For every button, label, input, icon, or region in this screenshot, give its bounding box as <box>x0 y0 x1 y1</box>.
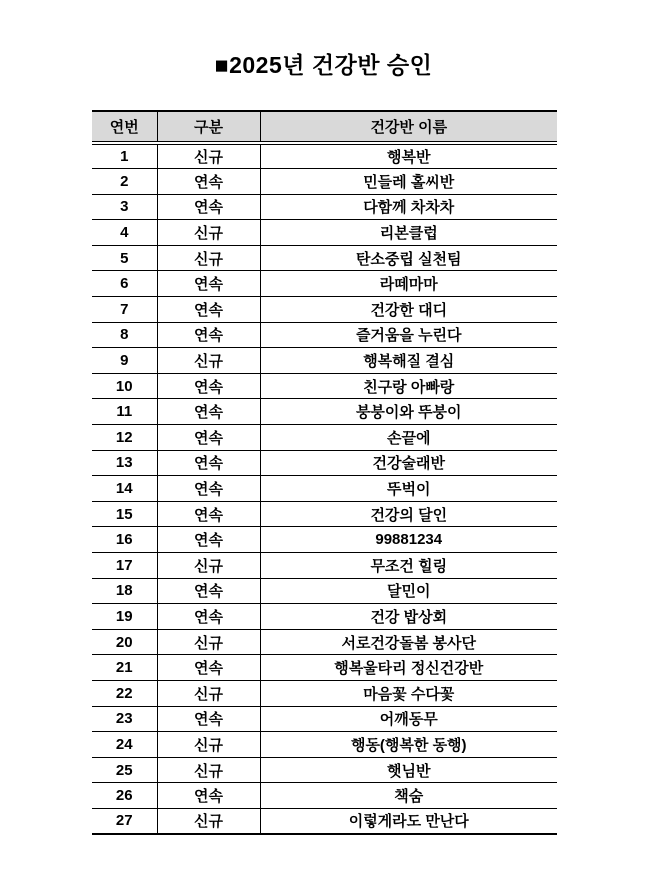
serial-number-cell: 11 <box>92 399 157 425</box>
table-row <box>92 143 557 169</box>
category-cell: 신규 <box>157 220 260 246</box>
class-name-cell: 달민이 <box>260 578 557 604</box>
category-cell: 연속 <box>157 399 260 425</box>
table-row <box>92 732 557 758</box>
category-cell: 신규 <box>157 245 260 271</box>
category-cell: 신규 <box>157 348 260 374</box>
class-name-cell: 민들레 홀씨반 <box>260 169 557 195</box>
table-body <box>92 143 557 834</box>
class-name-cell: 다함께 차차차 <box>260 194 557 220</box>
column-header-category: 구분 <box>157 111 260 143</box>
table-row <box>92 783 557 809</box>
category-cell: 연속 <box>157 783 260 809</box>
serial-number-cell: 23 <box>92 706 157 732</box>
column-header-class-name: 건강반 이름 <box>260 111 557 143</box>
category-cell: 연속 <box>157 476 260 502</box>
class-name-cell: 건강한 대디 <box>260 297 557 323</box>
serial-number-cell: 1 <box>92 143 157 169</box>
serial-number-cell: 21 <box>92 655 157 681</box>
serial-number-cell: 7 <box>92 297 157 323</box>
table-row <box>92 706 557 732</box>
table-row <box>92 399 557 425</box>
serial-number-cell: 25 <box>92 757 157 783</box>
table-row <box>92 220 557 246</box>
serial-number-cell: 14 <box>92 476 157 502</box>
class-name-cell: 행복반 <box>260 143 557 169</box>
table-row <box>92 297 557 323</box>
category-cell: 연속 <box>157 527 260 553</box>
serial-number-cell: 18 <box>92 578 157 604</box>
category-cell: 신규 <box>157 143 260 169</box>
table-row <box>92 808 557 834</box>
class-name-cell: 즐거움을 누린다 <box>260 322 557 348</box>
table-row <box>92 501 557 527</box>
class-name-cell: 건강술래반 <box>260 450 557 476</box>
category-cell: 신규 <box>157 553 260 579</box>
category-cell: 연속 <box>157 297 260 323</box>
category-cell: 연속 <box>157 194 260 220</box>
table-header <box>92 111 557 143</box>
category-cell: 연속 <box>157 706 260 732</box>
table-row <box>92 245 557 271</box>
category-cell: 신규 <box>157 732 260 758</box>
table-header-row <box>92 111 557 143</box>
serial-number-cell: 19 <box>92 604 157 630</box>
serial-number-cell: 27 <box>92 808 157 834</box>
class-name-cell: 붕붕이와 뚜붕이 <box>260 399 557 425</box>
category-cell: 연속 <box>157 425 260 451</box>
class-name-cell: 무조건 힐링 <box>260 553 557 579</box>
serial-number-cell: 4 <box>92 220 157 246</box>
serial-number-cell: 22 <box>92 680 157 706</box>
category-cell: 연속 <box>157 322 260 348</box>
serial-number-cell: 15 <box>92 501 157 527</box>
serial-number-cell: 26 <box>92 783 157 809</box>
class-name-cell: 건강 밥상회 <box>260 604 557 630</box>
class-name-cell: 행동(행복한 동행) <box>260 732 557 758</box>
serial-number-cell: 24 <box>92 732 157 758</box>
serial-number-cell: 17 <box>92 553 157 579</box>
serial-number-cell: 6 <box>92 271 157 297</box>
serial-number-cell: 8 <box>92 322 157 348</box>
class-name-cell: 행복울타리 정신건강반 <box>260 655 557 681</box>
class-name-cell: 서로건강돌봄 봉사단 <box>260 629 557 655</box>
serial-number-cell: 13 <box>92 450 157 476</box>
table-row <box>92 450 557 476</box>
table-row <box>92 527 557 553</box>
class-name-cell: 이렇게라도 만난다 <box>260 808 557 834</box>
table-row <box>92 578 557 604</box>
serial-number-cell: 3 <box>92 194 157 220</box>
table-row <box>92 425 557 451</box>
table-row <box>92 757 557 783</box>
class-name-cell: 친구랑 아빠랑 <box>260 373 557 399</box>
table-row <box>92 373 557 399</box>
table-row <box>92 604 557 630</box>
table-row <box>92 271 557 297</box>
category-cell: 신규 <box>157 680 260 706</box>
class-name-cell: 마음꽃 수다꽃 <box>260 680 557 706</box>
serial-number-cell: 12 <box>92 425 157 451</box>
serial-number-cell: 2 <box>92 169 157 195</box>
table-row <box>92 680 557 706</box>
class-name-cell: 손끝에 <box>260 425 557 451</box>
class-name-cell: 어깨동무 <box>260 706 557 732</box>
column-header-serial-number: 연번 <box>92 111 157 143</box>
category-cell: 연속 <box>157 501 260 527</box>
category-cell: 연속 <box>157 604 260 630</box>
category-cell: 연속 <box>157 271 260 297</box>
category-cell: 연속 <box>157 655 260 681</box>
category-cell: 신규 <box>157 757 260 783</box>
table-row <box>92 476 557 502</box>
class-name-cell: 라떼마마 <box>260 271 557 297</box>
class-name-cell: 리본클럽 <box>260 220 557 246</box>
category-cell: 신규 <box>157 808 260 834</box>
table-row <box>92 348 557 374</box>
table-row <box>92 553 557 579</box>
table-row <box>92 629 557 655</box>
serial-number-cell: 20 <box>92 629 157 655</box>
class-name-cell: 행복해질 결심 <box>260 348 557 374</box>
class-name-cell: 99881234 <box>260 527 557 553</box>
category-cell: 연속 <box>157 578 260 604</box>
approval-table <box>92 110 557 835</box>
table-row <box>92 655 557 681</box>
page-title: ■2025년 건강반 승인 <box>214 52 433 78</box>
serial-number-cell: 5 <box>92 245 157 271</box>
class-name-cell: 햇님반 <box>260 757 557 783</box>
table-row <box>92 322 557 348</box>
category-cell: 연속 <box>157 450 260 476</box>
serial-number-cell: 10 <box>92 373 157 399</box>
class-name-cell: 건강의 달인 <box>260 501 557 527</box>
category-cell: 연속 <box>157 373 260 399</box>
serial-number-cell: 9 <box>92 348 157 374</box>
category-cell: 신규 <box>157 629 260 655</box>
table-row <box>92 194 557 220</box>
serial-number-cell: 16 <box>92 527 157 553</box>
category-cell: 연속 <box>157 169 260 195</box>
table-row <box>92 169 557 195</box>
class-name-cell: 탄소중립 실천팀 <box>260 245 557 271</box>
class-name-cell: 뚜벅이 <box>260 476 557 502</box>
class-name-cell: 책숨 <box>260 783 557 809</box>
